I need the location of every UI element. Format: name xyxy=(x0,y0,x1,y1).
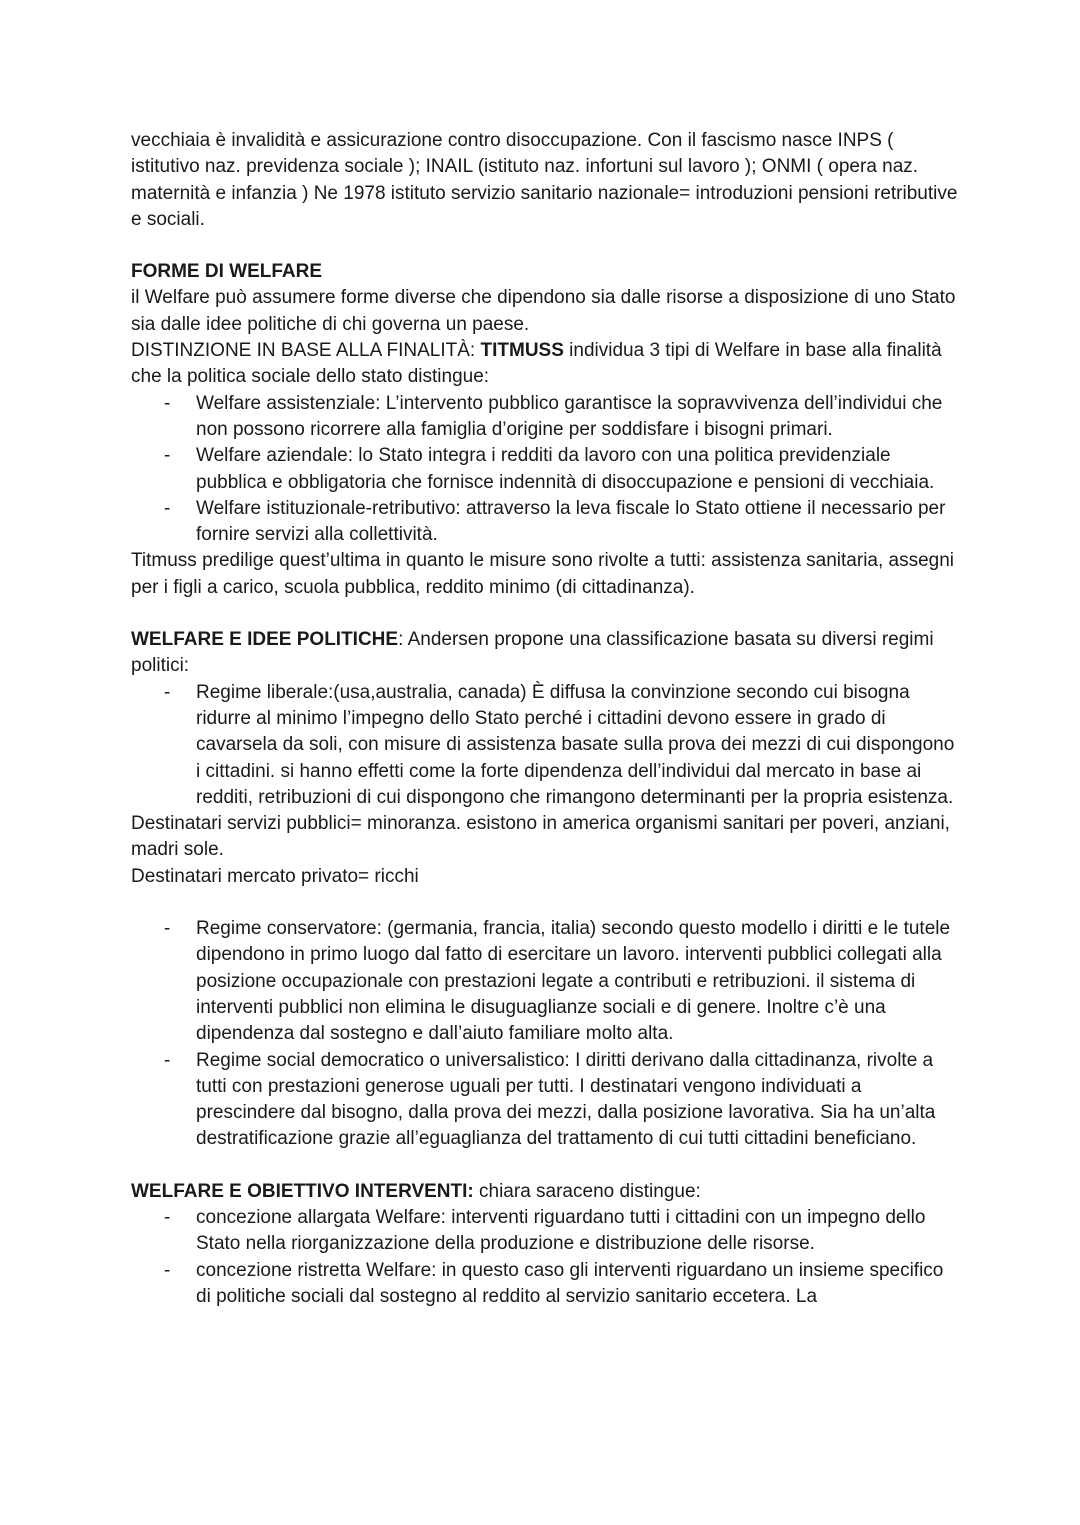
list-item: - concezione ristretta Welfare: in questo caso gli interventi riguardano un insieme specifico di politiche sociali dal sostegno al reddito al servizio sanitario eccetera. La xyxy=(196,1258,960,1311)
idee-heading: WELFARE E IDEE POLITICHE xyxy=(131,629,399,651)
spacer xyxy=(131,233,960,259)
finalita-prefix: DISTINZIONE IN BASE ALLA FINALITÀ: xyxy=(131,340,481,362)
obiettivo-paragraph xyxy=(131,1179,960,1205)
idee-intro: : Andersen propone una classificazione basata su diversi regimi politici: xyxy=(131,629,934,677)
spacer xyxy=(131,1153,960,1179)
finalita-rest: individua 3 tipi di Welfare in base alla finalità che la politica sociale dello stato distingue: xyxy=(131,340,942,388)
list-item: - Welfare assistenziale: L’intervento pubblico garantisce la sopravvivenza dell’individui che non possono ricorrere alla famiglia d’origine per soddisfare i bisogni primari. xyxy=(196,391,960,444)
destinatari-pubblici: Destinatari servizi pubblici= minoranza. esistono in america organismi sanitari per poveri, anziani, madri sole. xyxy=(131,813,950,861)
regimi-list-1 xyxy=(131,680,960,811)
saraceno-list xyxy=(131,1205,960,1310)
list-item: - concezione allargata Welfare: interventi riguardano tutti i cittadini con un impegno dello Stato nella riorganizzazione della produzione e distribuzione delle risorse. xyxy=(196,1205,960,1258)
finalita-paragraph xyxy=(131,338,960,391)
obiettivo-heading: WELFARE E OBIETTIVO INTERVENTI: xyxy=(131,1180,474,1202)
list-item: - Regime liberale:(usa,australia, canada) È diffusa la convinzione secondo cui bisogna ridurre al minimo l’impegno dello Stato perché i cittadini devono essere in grado di cavarsela da soli, con misure di assistenza basate sulla prova dei mezzi di cui dispongono i cittadini. si hanno effetti come la forte dipendenza dell’individui dal mercato in base ai redditi, retribuzioni di cui dispongono che rimangono determinanti per la propria esistenza. xyxy=(196,680,960,811)
idee-paragraph xyxy=(131,627,960,680)
regimi-list-2 xyxy=(131,916,960,1153)
spacer xyxy=(131,601,960,627)
list-item: - Regime social democratico o universalistico: I diritti derivano dalla cittadinanza, rivolte a tutti con prestazioni generose uguali per tutti. I destinatari vengono individuati a prescindere dal bisogno, dalla prova dei mezzi, dalla posizione lavorativa. Sia ha un’alta destratificazione grazie all’eguaglianza del trattamento di cui tutti cittadini beneficiano. xyxy=(196,1048,960,1153)
forme-paragraph: il Welfare può assumere forme diverse che dipendono sia dalle risorse a disposizione di uno Stato sia dalle idee politiche di chi governa un paese. xyxy=(131,287,956,335)
titmuss-name: TITMUSS xyxy=(480,340,564,362)
list-item: - Welfare istituzionale-retributivo: attraverso la leva fiscale lo Stato ottiene il necessario per fornire servizi alla collettività. xyxy=(196,496,960,549)
forme-heading: FORME DI WELFARE xyxy=(131,261,323,283)
titmuss-list xyxy=(131,391,960,549)
list-item: - Regime conservatore: (germania, francia, italia) secondo questo modello i diritti e le tutele dipendono in primo luogo dal fatto di esercitare un lavoro. interventi pubblici collegati alla posizione occupazionale con prestazioni legate a contributi e retribuzioni. il sistema di interventi pubblici non elimina le disuguaglianze sociali e di genere. Inoltre c’è una dipendenza dal sostegno e dall’aiuto familiare molto alta. xyxy=(196,916,960,1047)
intro-paragraph: vecchiaia è invalidità e assicurazione contro disoccupazione. Con il fascismo nasce INPS ( istitutivo naz. previdenza sociale ); INAIL (istituto naz. infortuni sul lavoro ); ONMI ( opera naz. maternità e infanzia ) Ne 1978 istituto servizio sanitario nazionale= introduzioni pensioni retributive e sociali. xyxy=(131,130,958,230)
destinatari-privato: Destinatari mercato privato= ricchi xyxy=(131,865,419,887)
obiettivo-intro: chiara saraceno distingue: xyxy=(473,1180,701,1202)
list-item: - Welfare aziendale: lo Stato integra i redditi da lavoro con una politica previdenziale pubblica e obbligatoria che fornisce indennità di disoccupazione e pensioni di vecchiaia. xyxy=(196,443,960,496)
spacer xyxy=(131,890,960,916)
titmuss-conclusion: Titmuss predilige quest’ultima in quanto le misure sono rivolte a tutti: assistenza sanitaria, assegni per i figli a carico, scuola pubblica, reddito minimo (di cittadinanza). xyxy=(131,550,955,598)
